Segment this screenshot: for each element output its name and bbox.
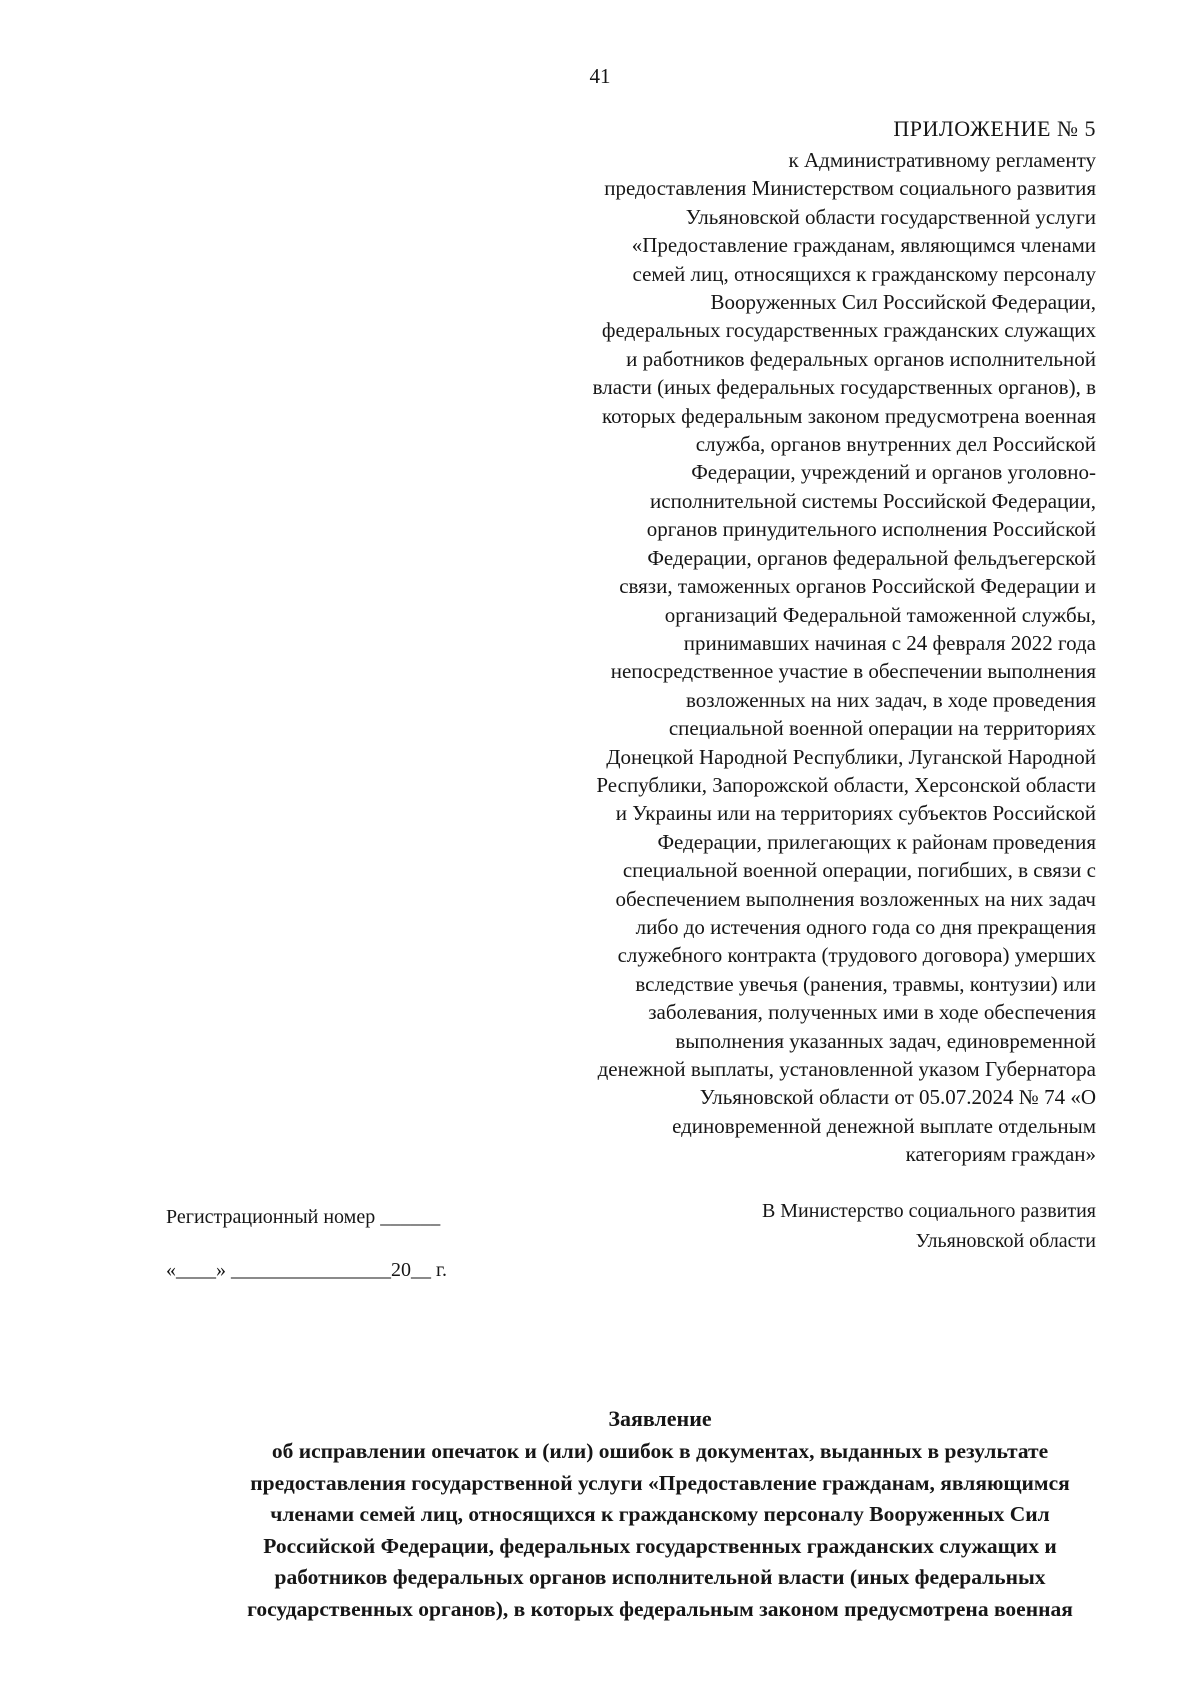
appendix-line: «Предоставление гражданам, являющимся членами <box>631 233 1096 258</box>
appendix-line: которых федеральным законом предусмотрена военная <box>601 403 1096 428</box>
appendix-line: исполнительной системы Российской Федерации, <box>650 488 1096 513</box>
statement-line: предоставления государственной услуги «Предоставление гражданам, являющимся <box>250 1470 1070 1495</box>
appendix-line: органов принудительного исполнения Российской <box>646 517 1096 542</box>
appendix-line: обеспечением выполнения возложенных на них задач <box>615 886 1096 911</box>
appendix-title: ПРИЛОЖЕНИЕ № 5 <box>893 116 1096 141</box>
appendix-line: Ульяновской области государственной услуги <box>685 204 1096 229</box>
appendix-line: либо до истечения одного года со дня прекращения <box>635 914 1096 939</box>
appendix-line: служба, органов внутренних дел Российской <box>695 432 1096 457</box>
appendix-line: специальной военной операции на территориях <box>668 716 1096 741</box>
addressee-block <box>762 1196 1096 1256</box>
appendix-line: возложенных на них задач, в ходе проведения <box>685 687 1096 712</box>
appendix-line: Федерации, учреждений и органов уголовно- <box>691 460 1096 485</box>
appendix-line: Федерации, прилегающих к районам проведения <box>657 829 1096 854</box>
appendix-line: единовременной денежной выплате отдельным <box>672 1113 1096 1138</box>
statement-line: членами семей лиц, относящихся к гражданскому персоналу Вооруженных Сил <box>270 1502 1050 1526</box>
appendix-line: связи, таможенных органов Российской Федерации и <box>619 574 1096 599</box>
appendix-line: Федерации, органов федеральной фельдъегерской <box>647 545 1096 570</box>
addressee-line: Ульяновской области <box>915 1230 1096 1252</box>
appendix-line: Вооруженных Сил Российской Федерации, <box>710 290 1096 315</box>
appendix-line: к Административному регламенту <box>788 148 1096 172</box>
appendix-line: Ульяновской области от 05.07.2024 № 74 «О <box>699 1085 1096 1110</box>
statement-title: Заявление <box>608 1406 712 1431</box>
registration-date-field: «____» ________________20__ г. <box>166 1259 447 1281</box>
appendix-line: семей лиц, относящихся к гражданскому персоналу <box>632 261 1096 286</box>
page-number: 41 <box>589 64 611 88</box>
statement-subtitle <box>150 1436 1170 1625</box>
appendix-line: непосредственное участие в обеспечении выполнения <box>610 659 1096 684</box>
statement-line: государственных органов), в которых федеральным законом предусмотрена военная <box>247 1596 1073 1621</box>
appendix-line: категориям граждан» <box>905 1142 1096 1167</box>
appendix-text-block <box>456 146 1096 1169</box>
appendix-line: специальной военной операции, погибших, в связи с <box>622 858 1096 883</box>
appendix-line: и работников федеральных органов исполнительной <box>626 346 1096 371</box>
statement-line: Российской Федерации, федеральных государственных гражданских служащих и <box>263 1533 1057 1558</box>
appendix-line: денежной выплаты, установленной указом Губернатора <box>597 1057 1096 1081</box>
appendix-line: Донецкой Народной Республики, Луганской Народной <box>606 744 1096 769</box>
appendix-line: власти (иных федеральных государственных органов), в <box>592 375 1096 400</box>
appendix-line: организаций Федеральной таможенной службы, <box>664 602 1096 627</box>
addressee-line: В Министерство социального развития <box>761 1200 1096 1222</box>
appendix-line: выполнения указанных задач, единовременной <box>675 1028 1096 1053</box>
appendix-line: Республики, Запорожской области, Херсонской области <box>596 772 1096 797</box>
statement-line: работников федеральных органов исполнительной власти (иных федеральных <box>274 1565 1046 1589</box>
appendix-line: предоставления Министерством социального развития <box>604 176 1096 201</box>
appendix-line: заболевания, полученных ими в ходе обеспечения <box>648 1000 1096 1025</box>
registration-number-field: Регистрационный номер ______ <box>166 1206 441 1228</box>
appendix-line: служебного контракта (трудового договора) умерших <box>617 943 1096 968</box>
appendix-line: федеральных государственных гражданских служащих <box>601 318 1096 343</box>
appendix-line: вследствие увечья (ранения, травмы, контузии) или <box>635 971 1096 996</box>
appendix-line: принимавших начиная с 24 февраля 2022 года <box>683 630 1096 655</box>
appendix-line: и Украины или на территориях субъектов Российской <box>615 801 1096 826</box>
statement-line: об исправлении опечаток и (или) ошибок в документах, выданных в результате <box>271 1439 1049 1463</box>
